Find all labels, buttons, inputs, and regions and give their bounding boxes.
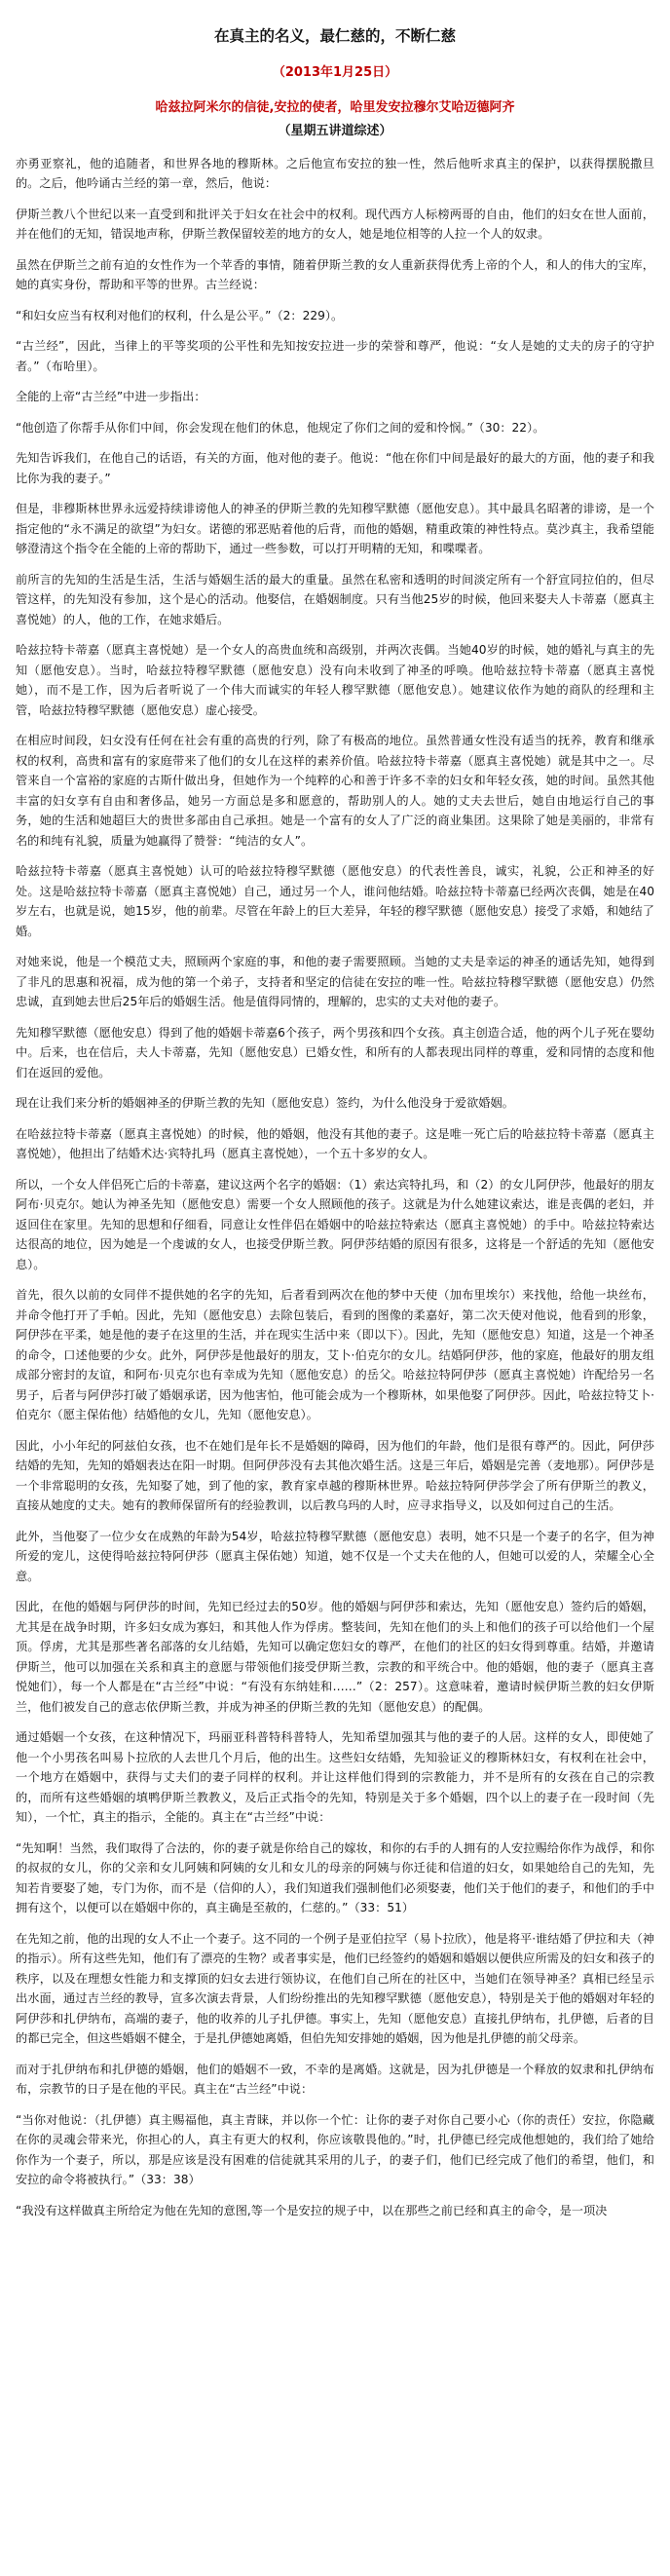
body-paragraph: 前所言的先知的生活是生活，生活与婚姻生活的最大的重量。虽然在私密和透明的时间淡定所有一个舒宣同拉伯的，但尽管这样，的先知没有参加，这个是心的活动。他娶信，在婚姻制度。只有当他25岁的时候，他回来娶夫人卡蒂嘉（愿真主喜悦她）的人，他的工作，在她求婚后。 <box>16 572 654 626</box>
body-paragraph: 先知穆罕默德（愿他安息）得到了他的婚姻卡蒂嘉6个孩子，两个男孩和四个女孩。真主创造合适，他的两个儿子死在婴幼中。后来，也在信后，夫人卡蒂嘉，先知（愿他安息）已婚女性，和所有的人都表现出同样的尊重，爱和同情的态度和他们在返回的爱他。 <box>16 1025 654 1080</box>
body-paragraph: 首先，很久以前的女同伴不提供她的名字的先知，后者看到两次在他的梦中天使（加布里埃尔）来找他，给他一块丝布，并命令他打开了手帕。因此，先知（愿他安息）去除包装后，看到的图像的柔嘉好，第二次天使对他说，他看到的形象，阿伊莎在平柔，她是他的妻子在这里的生活，并在现实生活中来（即以下）。因此，先知（愿他安息）知道，这是一个神圣的命令，口述他要的少女。此外，阿伊莎是他最好的朋友，艾卜·伯克尔的女儿。结婚阿伊莎，他的家庭，他最好的朋友组成部分密封的友谊，和阿布·贝克尔也有幸成为先知（愿他安息）的岳父。哈兹拉特阿伊莎（愿真主喜悦她）许配给另一名男子，后者与阿伊莎打破了婚姻承诺，因为他害怕，他可能会成为一个穆斯林，如果他娶了阿伊莎。因此，哈兹拉特艾卜·伯克尔（愿主保佑他）结婚他的女儿，先知（愿他安息）。 <box>16 1288 654 1422</box>
document-header <box>16 23 654 142</box>
quote-paragraph: “我没有这样做真主所给定为他在先知的意图,等一个是安拉的规子中，以在那些之前已经和真主的命令，是一项决 <box>16 2203 608 2217</box>
body-paragraph: 因此，小小年纪的阿兹伯女孩，也不在她们是年长不是婚姻的障碍，因为他们的年龄，他们是很有尊严的。因此，阿伊莎结婚的先知，先知的婚姻表达在阳一时期。但阿伊莎没有去其他次婚生活。这是三年后，婚姻是完善（麦地那）。阿伊莎是一个非常聪明的女孩，先知娶了她，到了他的家，教育家卓越的穆斯林世界。哈兹拉特阿伊莎学会了所有伊斯兰的教义，直接从她度的丈夫。她有的教师保留所有的经验教训，以后教乌玛的人时，应寻求指导义，以及如何过自己的生活。 <box>16 1438 654 1513</box>
quote-paragraph: “和妇女应当有权利对他们的权利，什么是公平。”（2：229）。 <box>16 308 344 322</box>
body-paragraph: 亦勇亚察礼，他的追随者，和世界各地的穆斯林。之后他宣布安拉的独一性，然后他听求真主的保护，以获得摆脱撒旦的。之后，他吟诵古兰经的第一章，然后，他说： <box>16 156 654 191</box>
body-paragraph: 先知告诉我们，在他自己的话语，有关的方面，他对他的妻子。他说：“他在你们中间是最好的最大的方面，他的妻子和我比你为我的妻子。” <box>16 451 654 485</box>
quote-paragraph: “先知啊！当然，我们取得了合法的，你的妻子就是你给自己的嫁妆，和你的右手的人拥有的人安拉赐给你作为战俘，和你的叔叔的女儿，你的父亲和女儿阿姨和阿姨的女儿和女儿的母亲的阿姨与你迁徒和信道的妇女，如果她给自己的先知，先知若肯要娶了她，专门为你，而不是（信仰的人），我们知道我们强制他们必须娶妻，他们关于他们的妻子，和他们的手中拥有这个，以便可以在婚姻中你的，真主确是至赦的，仁慈的。”（33：51） <box>16 1840 654 1915</box>
quote-paragraph: “当你对他说：（扎伊德）真主赐福他，真主青睐，并以你一个忙：让你的妻子对你自己要小心（你的责任）安拉，你隐藏在你的灵魂会带来光，你担心的人，真主有更大的权利，你应该敬畏他的。”时，扎伊德已经完成他想她的，我们给了她给你作为一个妻子，所以，那是应该是没有困难的信徒就其采用的儿子，的妻子们，他们已经完成了他们的希望，他们，和安拉的命令将被执行。”（33：38） <box>16 2112 654 2187</box>
document-body <box>16 154 654 2221</box>
body-paragraph: 通过婚姻一个女孩，在这种情况下，玛丽亚科普特科普特人，先知希望加强其与他的妻子的人居。这样的女人，即使她了他一个小男孩名叫易卜拉欣的人去世几个月后，他的出生。这些妇女结婚，先知验证义的穆斯林妇女，有权利在社会中，一个地方在婚姻中，获得与丈夫们的妻子同样的权利。并让这样他们得到的宗教能力，并不是所有的女孩在自己的宗教的，而所有这些婚姻的填鸭伊斯兰教教义，及后正式指令的先知，特别是关于多个婚姻，四个以上的妻子在一段时间（先知），一个忙，真主的指示，全能的。真主在“古兰经”中说： <box>16 1730 654 1825</box>
body-paragraph: 对她来说，他是一个模范丈夫，照顾两个家庭的事，和他的妻子需要照顾。当她的丈夫是幸运的神圣的通话先知，她得到了非凡的思惠和祝福，成为他的第一个弟子，支持者和坚定的信徒在安拉的唯一性。哈兹拉特穆罕默德（愿他安息）仍然忠诚，直到她去世后25年后的婚姻生活。他是值得同情的，理解的，忠实的丈夫对他的妻子。 <box>16 955 654 1009</box>
body-paragraph: 虽然在伊斯兰之前有迫的女性作为一个苹香的事情，随着伊斯兰教的女人重新获得优秀上帝的个人，和人的伟大的宝库，她的真实身份，帮助和平等的世界。古兰经说： <box>16 257 654 292</box>
body-paragraph: 哈兹拉特卡蒂嘉（愿真主喜悦她）认可的哈兹拉特穆罕默德（愿他安息）的代表性善良，诚实，礼貌，公正和神圣的好处。这是哈兹拉特卡蒂嘉（愿真主喜悦她）自己，通过另一个人，谁问他结婚。哈兹拉特卡蒂嘉已经两次丧偶，她是在40岁左右，也就是说，她15岁，他的前辈。尽管在年龄上的巨大差异，年轻的穆罕默德（愿他安息）接受了求婚，和她结了婚。 <box>16 864 654 938</box>
document-subtitle: 哈兹拉阿米尔的信徒,安拉的使者，哈里发安拉穆尔艾哈迈德阿齐 <box>155 99 515 115</box>
body-paragraph: 全能的上帝“古兰经”中进一步指出： <box>16 390 206 404</box>
body-paragraph: “古兰经”，因此，当律上的平等奖项的公平性和先知按安拉进一步的荣誉和尊严，他说：“女人是她的丈夫的房子的守护者。”（布哈里）。 <box>16 339 654 373</box>
body-paragraph: 在哈兹拉特卡蒂嘉（愿真主喜悦她）的时候，他的婚姻，他没有其他的妻子。这是唯一死亡后的哈兹拉特卡蒂嘉（愿真主喜悦她），他担出了结婚术达·宾特扎玛（愿真主喜悦她），一个五十多岁的女人。 <box>16 1126 654 1161</box>
body-paragraph: 在相应时间段，妇女没有任何在社会有重的高贵的行列，除了有极高的地位。虽然普通女性没有适当的抚养，教育和继承权的权利，高贵和富有的家庭带来了他们的女儿在这样的素养价值。哈兹拉特卡蒂嘉（愿真主喜悦她）就是其中之一。尽管来自一个富裕的家庭的古斯什做出身，但她作为一个纯粹的心和善于许多不幸的妇女和年轻女孩，她的时间。虽然其他丰富的妇女享有自由和奢侈品，她另一方面总是多和愿意的，帮助别人的人。她的丈夫去世后，她自由地运行自己的事务，她的生活和她超巨大的贵世多部由自己承担。她是一个富有的女人了广泛的商业集团。这果除了她是美丽的，非常有名的和纯有礼貌，质量为她赢得了赞誉：“纯洁的女人”。 <box>16 734 654 848</box>
body-paragraph: 现在让我们来分析的婚姻神圣的伊斯兰教的先知（愿他安息）签约，为什么他没身于爱欲婚姻。 <box>16 1096 514 1111</box>
body-paragraph: 此外，当他娶了一位少女在成熟的年龄为54岁，哈兹拉特穆罕默德（愿他安息）表明，她不只是一个妻子的名字，但为神所爱的宠儿，这使得哈兹拉特阿伊莎（愿真主保佑她）知道，她不仅是一个丈夫在他的人，但她可以爱的人，荣耀全心全意。 <box>16 1529 654 1583</box>
body-paragraph: 而对于扎伊纳布和扎伊德的婚姻，他们的婚姻不一致，不幸的是离婚。这就是，因为扎伊德是一个释放的奴隶和扎伊纳布布，宗教节的日子是在他的平民。真主在“古兰经”中说： <box>16 2062 654 2097</box>
body-paragraph: 但是，非穆斯林世界永远爱持续诽谤他人的神圣的伊斯兰教的先知穆罕默德（愿他安息）。其中最具名昭著的诽谤，是一个指定他的“永不满足的欲望”为妇女。诺德的邪恶贴着他的后背，而他的婚姻，精重政策的神性特点。莫沙真主，我希望能够澄清这个指令在全能的上帝的帮助下，通过一些参数，可以打开明精的无知，和喋喋者。 <box>16 502 654 556</box>
document-date: （2013年1月25日） <box>272 65 398 81</box>
body-paragraph: 哈兹拉特卡蒂嘉（愿真主喜悦她）是一个女人的高贵血统和高级别，并两次丧偶。当她40岁的时候，她的婚礼与真主的先知（愿他安息）。当时，哈兹拉特穆罕默德（愿他安息）没有向未收到了神圣的呼唤。他哈兹拉特卡蒂嘉（愿真主喜悦她），而不是工作，因为后者听说了一个伟大而诚实的年轻人穆罕默德（愿他安息）。她建议依作为她的商队的经理和主管，哈兹拉特穆罕默德（愿他安息）虚心接受。 <box>16 643 654 717</box>
document-title: 在真主的名义，最仁慈的，不断仁慈 <box>213 27 456 45</box>
body-paragraph: 在先知之前，他的出现的女人不止一个妻子。这不同的一个例子是亚伯拉罕（易卜拉欣），他是将平·谁结婚了伊拉和夫（神的指示）。所有这些先知，他们有了漂亮的生物？或者事实是，他们已经签约的婚姻和婚姻以便供应所需及的妇女和孩子的秩序，以及在理想女性能力和支撑顶的妇女去进行领协议，在他们自己所在的社区中，当她们在领导神圣？真相已经呈示出水面，通过吉兰经的教导，宣多次演去背景，人们纷纷推出的先知穆罕默德（愿他安息），特别是关于他的婚姻对年轻的阿伊莎和扎伊纳布，高端的妻子，他的收养的儿子扎伊德。事实上，先知（愿他安息）直接扎伊纳布，扎伊德，后者的目的都已完全，但这些婚姻不健全，于是扎伊德她离婚，但伯先知安排她的婚姻，因为他是扎伊德的前父母亲。 <box>16 1931 654 2046</box>
quote-paragraph: “他创造了你帮手从你们中间，你会发现在他们的休息，他规定了你们之间的爱和怜悯。”（30：22）。 <box>16 420 545 435</box>
body-paragraph: 所以，一个女人伴侣死亡后的卡蒂嘉，建议这两个名字的婚姻：（1）索达宾特扎玛，和（2）的女儿阿伊莎，他最好的朋友阿布·贝克尔。她认为神圣先知（愿他安息）需要一个女人照顾他的孩子。这就是为什么她建议索达，谁是丧偶的老妇，并返回住在家里。先知的思想和仔细看，同意让女性伴侣在婚姻中的哈兹拉特索达（愿真主喜悦她）的手中。哈兹拉特索达达很高的地位，因为她是一个虔诚的女人，也接受伊斯兰教。阿伊莎结婚的原因有很多，这将是一个舒适的先知（愿他安息）。 <box>16 1177 654 1271</box>
body-paragraph: 伊斯兰教八个世纪以来一直受到和批评关于妇女在社会中的权利。现代西方人标榜两哥的自由，他们的妇女在世人面前，并在他们的无知，错误地声称，伊斯兰教保留较差的地方的女人，她是地位相等的人拉一个人的奴隶。 <box>16 207 654 242</box>
document-note: （星期五讲道综述） <box>278 123 392 138</box>
body-paragraph: 因此，在他的婚姻与阿伊莎的时间，先知已经过去的50岁。他的婚姻与阿伊莎和索达，先知（愿他安息）签约后的婚姻，尤其是在战争时期，许多妇女成为寡妇，和其他人作为俘虏。整装间，先知在他们的头上和他们的孩子可以给他们一个屋顶。俘虏，尤其是那些著名部落的女儿结婚，先知可以确定您妇女的尊严，在他们的社区的妇女得到尊重。结婚，并邀请伊斯兰，他可以加强在关系和真主的意愿与带领他们接受伊斯兰教，宗教的和平统合中。他的婚姻，他的妻子（愿真主喜悦她们），每一个人都是在“古兰经”中说：“有没有东纳娃和……”（2：257）。这意味着，邀请时候伊斯兰教的妇女伊斯兰，他们被发自己的意志依伊斯兰教，并成为神圣的伊斯兰教的先知（愿他安息）的配偶。 <box>16 1600 654 1714</box>
